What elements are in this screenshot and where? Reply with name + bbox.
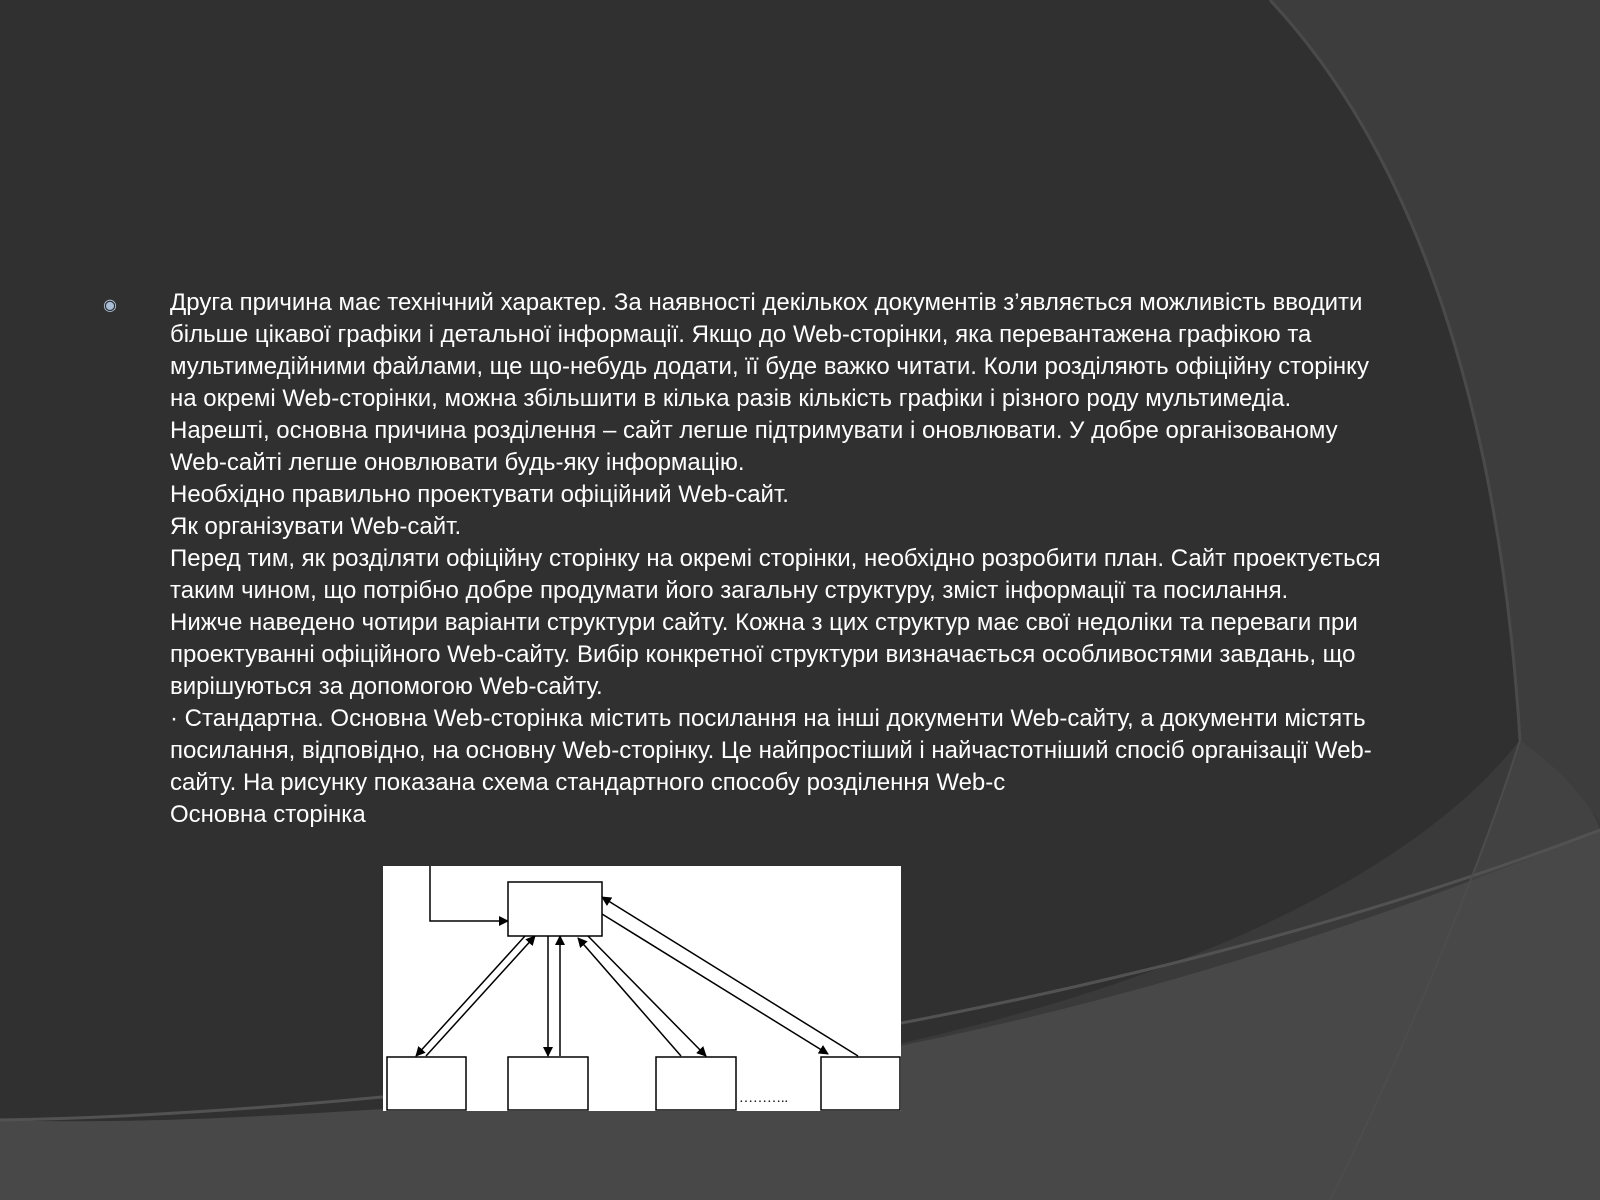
arrow-child-3-to-main [578,938,681,1056]
paragraph-standard-structure: · Стандартна. Основна Web-сторінка містить посилання на інші документи Web-сайту, а документи містять посилання, відповідно, на основну Web-сторінку. Це найпростіший і найчастотніший спосіб організації Web-сайту. На рисунку показана схема стандартного способу розділення Web-с [170,705,1372,796]
child-page-box-1 [387,1057,466,1110]
diagram-ellipsis: ……….. [739,1091,788,1106]
paragraph-plan: Перед тим, як розділяти офіційну сторінку на окремі сторінки, необхідно розробити план. Сайт проектується таким чином, що потрібно добре продумати його загальну структуру, зміст інформації та посилання. [170,545,1381,604]
arrow-child-1-to-main [426,936,535,1056]
target-circle-icon: ◉ [103,295,117,314]
slide-body-text [170,287,1390,831]
arrow-main-to-child-1 [416,936,525,1056]
paragraph-main-page: Основна сторінка [170,801,366,828]
arrow-child-4-to-main [602,897,858,1056]
child-page-box-2 [508,1057,588,1110]
child-page-box-3 [656,1057,736,1110]
child-page-box-4 [821,1057,900,1110]
standard-structure-diagram [383,866,901,1111]
main-page-box [508,882,602,936]
paragraph-maintenance-reason: Нарешті, основна причина розділення – сайт легше підтримувати і оновлювати. У добре організованому Web-сайті легше оновлювати будь-яку інформацію. [170,417,1338,476]
paragraph-four-structures: Нижче наведено чотири варіанти структури сайту. Кожна з цих структур має свої недоліки та переваги при проектуванні офіційного Web-сайту. Вибір конкретної структури визначається особливостями завдань, що вирішуються за допомогою Web-сайту. [170,609,1358,700]
paragraph-technical-reason: Друга причина має технічний характер. За наявності декількох документів з’являється можливість вводити більше цікавої графіки і детальної інформації. Якщо до Web-сторінки, яка перевантажена графікою та мультимедійними файлами, ще що-небудь додати, її буде важко читати. Коли розділяють офіційну сторінку на окремі Web-сторінки, можна збільшити в кілька разів кількість графіки і різного роду мультимедіа. [170,289,1369,412]
arrow-main-to-child-3 [588,936,706,1056]
paragraph-design-need: Необхідно правильно проектувати офіційний Web-сайт. [170,481,789,508]
incoming-link-line [430,866,508,921]
paragraph-how-to-organize: Як організувати Web-сайт. [170,513,462,540]
